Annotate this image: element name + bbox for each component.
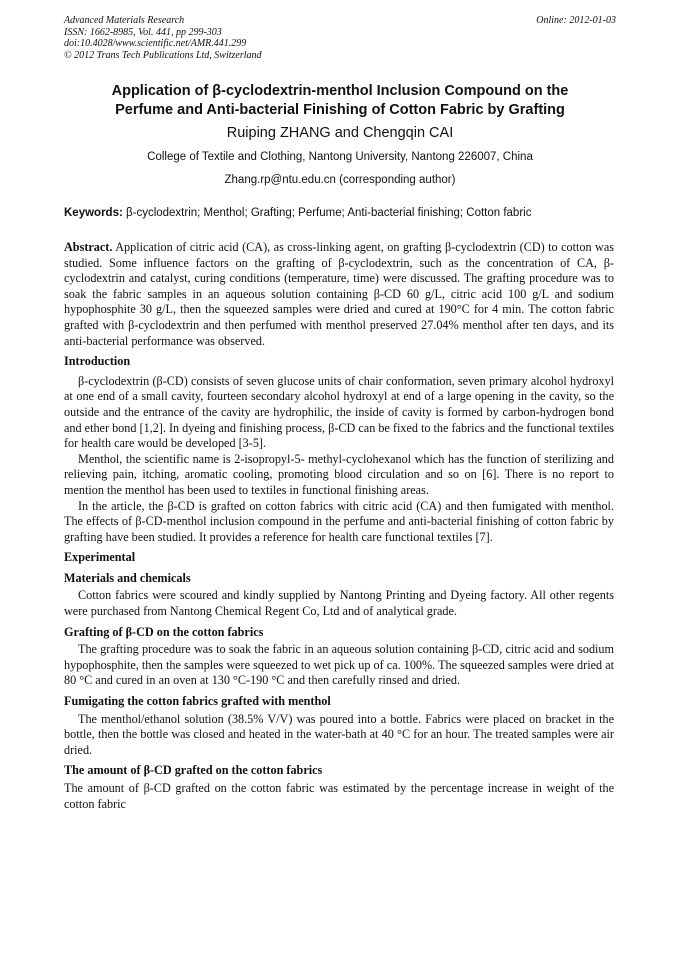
introduction-heading: Introduction xyxy=(64,354,131,369)
journal-header xyxy=(64,15,616,61)
journal-name: Advanced Materials Research xyxy=(64,15,185,26)
paper-title xyxy=(64,82,616,120)
authors: Ruiping ZHANG and Chengqin CAI xyxy=(226,125,454,141)
title-line-1: Application of β-cyclodextrin-menthol Inclusion Compound on the xyxy=(111,83,569,99)
keywords xyxy=(64,206,624,221)
keywords-label: Keywords: xyxy=(64,207,123,219)
amount-paragraph: The amount of β-CD grafted on the cotton fabric was estimated by the percentage increase in weight of the cotton fabric xyxy=(64,781,614,811)
keywords-text: β-cyclodextrin; Menthol; Grafting; Perfume; Anti-bacterial finishing; Cotton fabric xyxy=(126,207,532,219)
intro-paragraph-1: β-cyclodextrin (β-CD) consists of seven glucose units of chair conformation, seven primary alcohol hydroxyl at one end of a small cavity, fourteen secondary alcohol hydroxyl at end of a large opening in the cavity, so the outside and the entrance of the cavity are hydrophilic, the inside of cavity is formed by carbon-hydrogen bond and ether bond [1,2]. In dyeing and finishing process, β-CD can be fixed to the fabrics and the functional textiles for health care would be developed [3-5]. xyxy=(64,373,614,451)
materials-heading: Materials and chemicals xyxy=(64,570,191,585)
fumigating-paragraph: The menthol/ethanol solution (38.5% V/V) was poured into a bottle. Fabrics were placed on bracket in the bottle, then the bottle was closed and heated in the water-bath at 40 °C for an hour. The treated samples were air dried. xyxy=(64,711,614,757)
intro-paragraph-3: In the article, the β-CD is grafted on cotton fabrics with citric acid (CA) and then fumigated with menthol. The effects of β-CD-menthol inclusion compound in the perfume and anti-bacterial finishing of cotton fabric by grafting have been studied. It provides a reference for health care functional textiles [7]. xyxy=(64,498,614,544)
affiliation: College of Textile and Clothing, Nantong University, Nantong 226007, China xyxy=(147,151,533,163)
paper-body xyxy=(64,240,614,812)
experimental-heading: Experimental xyxy=(64,550,136,565)
title-line-2: Perfume and Anti-bacterial Finishing of Cotton Fabric by Grafting xyxy=(115,102,565,118)
abstract xyxy=(64,240,614,349)
issn-line: ISSN: 1662-8985, Vol. 441, pp 299-303 xyxy=(64,26,222,38)
doi-line: doi:10.4028/www.scientific.net/AMR.441.299 xyxy=(64,38,247,49)
abstract-text: Application of citric acid (CA), as cross-linking agent, on grafting β-cyclodextrin (CD) to cotton was studied. Some influence factors on the grafting of β-cyclodextrin, such as the concentration of CA, β-cyclodextrin and catalyst, curing conditions (temperature, time) were discussed. The grafting procedure was to soak the fabric samples in an aqueous solution containing β-CD 60 g/L, citric acid 100 g/L and sodium hypophosphite 30 g/L, then the squeezed samples were dried and cured at 190°C for 4 min. The cotton fabric grafted with β-cyclodextrin and then perfumed with menthol preserved 27.04% menthol after ten days, and its anti-bacterial performance was observed. xyxy=(64,240,614,348)
online-date: Online: 2012-01-03 xyxy=(536,15,616,26)
corresponding-email: Zhang.rp@ntu.edu.cn (corresponding author) xyxy=(224,174,456,186)
abstract-label: Abstract. xyxy=(64,240,113,254)
amount-heading: The amount of β-CD grafted on the cotton fabrics xyxy=(64,763,323,778)
grafting-heading: Grafting of β-CD on the cotton fabrics xyxy=(64,624,264,639)
materials-paragraph: Cotton fabrics were scoured and kindly supplied by Nantong Printing and Dyeing factory. All other regents were purchased from Nantong Chemical Regent Co, Ltd and of analytical grade. xyxy=(64,588,614,619)
fumigating-heading: Fumigating the cotton fabrics grafted with menthol xyxy=(64,694,331,709)
grafting-paragraph: The grafting procedure was to soak the fabric in an aqueous solution containing β-CD, citric acid and sodium hypophosphite, then the samples were squeezed to wet pick up of ca. 100%. The squeezed samples were dried at 80 °C and cured in an oven at 130 °C-190 °C and then carefully rinsed and dried. xyxy=(64,642,614,688)
intro-paragraph-2: Menthol, the scientific name is 2-isopropyl-5- methyl-cyclohexanol which has the function of sterilizing and relieving pain, itching, aromatic cooling, promoting blood circulation and so on [6]. There is no report to mention the menthol has been used to textiles in functional finishing areas. xyxy=(64,451,614,497)
copyright-line: © 2012 Trans Tech Publications Ltd, Switzerland xyxy=(64,49,262,61)
